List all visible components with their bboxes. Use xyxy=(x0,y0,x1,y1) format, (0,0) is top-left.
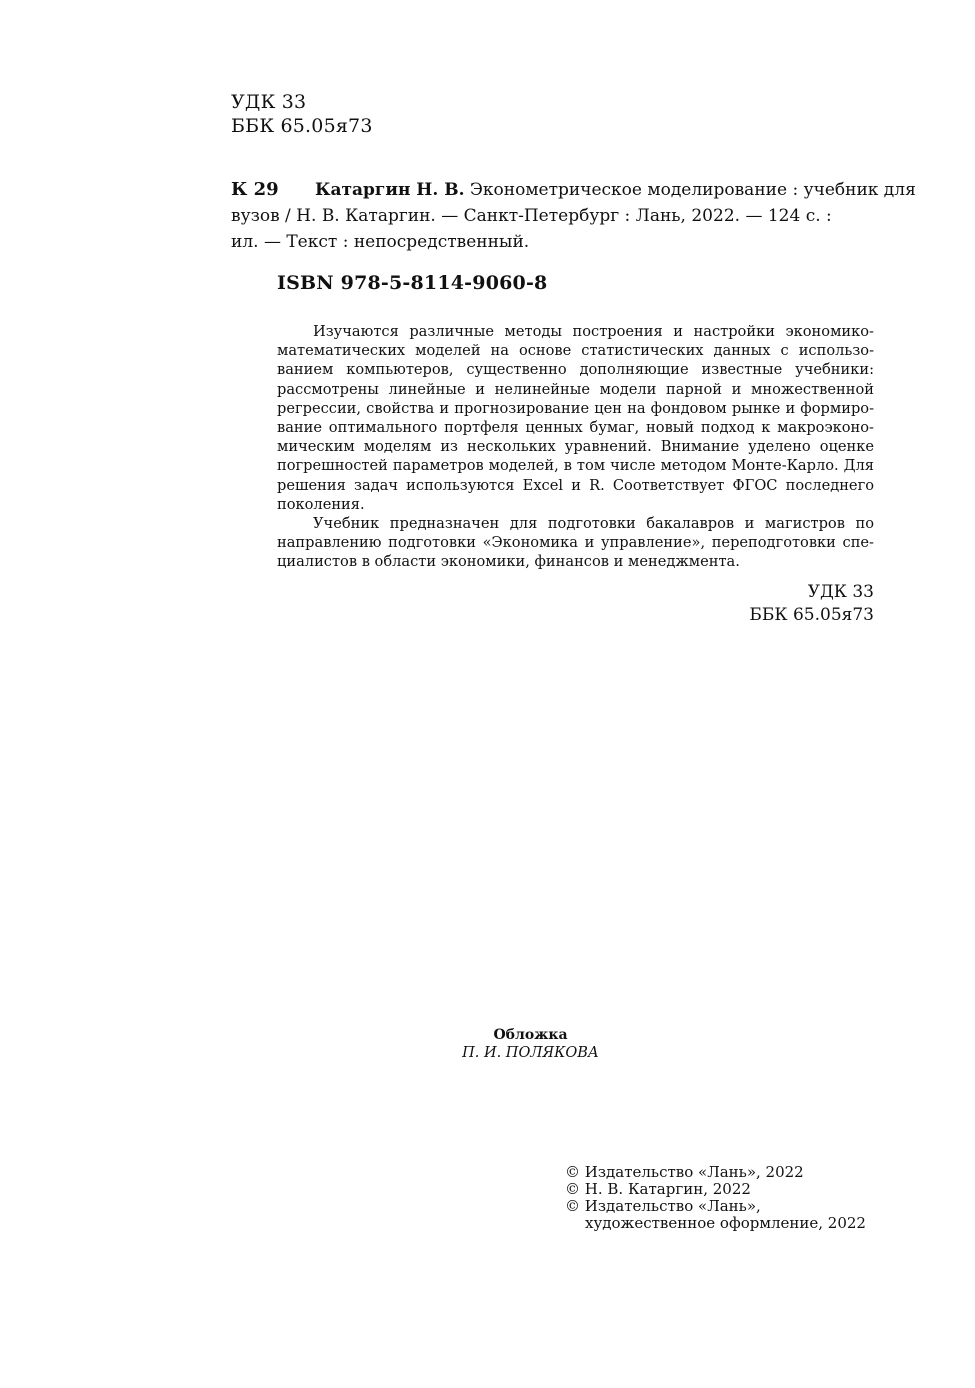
author-name: Катаргин Н. В. xyxy=(315,180,465,200)
bbk-code: ББК 65.05я73 xyxy=(749,605,874,625)
cover-credit xyxy=(0,1026,975,1062)
title-text: Эконометрическое моделирование : учебник для xyxy=(464,180,916,200)
description-line-3: ил. — Текст : непосредственный. xyxy=(231,232,530,252)
annotation-line: регрессии, свойства и прогнозирование цен на фондовом рынке и формиро- xyxy=(277,399,874,417)
annotation-line: решения задач используются Excel и R. Соответствует ФГОС последнего xyxy=(277,476,874,494)
annotation-line: Учебник предназначен для подготовки бакалавров и магистров по xyxy=(313,514,874,532)
annotation-line: циалистов в области экономики, финансов и менеджмента. xyxy=(277,553,740,571)
udk-code: УДК 33 xyxy=(807,582,874,602)
annotation-line: Изучаются различные методы построения и настройки экономико- xyxy=(313,323,874,340)
copyright-line: художественное оформление, 2022 xyxy=(585,1214,866,1232)
copyright-line: © Издательство «Лань», xyxy=(565,1197,761,1215)
annotation-line: вание оптимального портфеля ценных бумаг, новый подход к макроэконо- xyxy=(277,418,874,436)
annotation-line: рассмотрены линейные и нелинейные модели парной и множественной xyxy=(277,380,874,398)
annotation-line: погрешностей параметров моделей, в том числе методом Монте-Карло. Для xyxy=(277,457,874,475)
annotation-line: направлению подготовки «Экономика и управление», переподготовки спе- xyxy=(277,534,874,552)
copyright-line: © Н. В. Катаргин, 2022 xyxy=(565,1180,751,1198)
description-line-2: вузов / Н. В. Катаргин. — Санкт-Петербург : Лань, 2022. — 124 с. : xyxy=(231,206,832,226)
udk-bbk-header xyxy=(231,90,373,138)
description-line-1 xyxy=(315,177,916,203)
author-mark: К 29 xyxy=(231,179,279,200)
copyright-block xyxy=(565,1164,866,1232)
cover-designer: П. И. ПОЛЯКОВА xyxy=(462,1045,599,1061)
cover-label: Обложка xyxy=(493,1027,568,1043)
bbk-code: ББК 65.05я73 xyxy=(231,115,373,137)
copyright-line: © Издательство «Лань», 2022 xyxy=(565,1163,804,1181)
isbn: ISBN 978-5-8114-9060-8 xyxy=(277,272,548,294)
annotation-line: математических моделей на основе статистических данных с использо- xyxy=(277,342,874,360)
annotation-line: ванием компьютеров, существенно дополняющие известные учебники: xyxy=(277,361,874,379)
annotation-line: мическим моделям из нескольких уравнений. Внимание уделено оценке xyxy=(277,438,874,456)
annotation xyxy=(277,322,874,571)
udk-bbk-footer xyxy=(749,581,874,627)
udk-code: УДК 33 xyxy=(231,91,307,113)
annotation-line: поколения. xyxy=(277,495,365,513)
